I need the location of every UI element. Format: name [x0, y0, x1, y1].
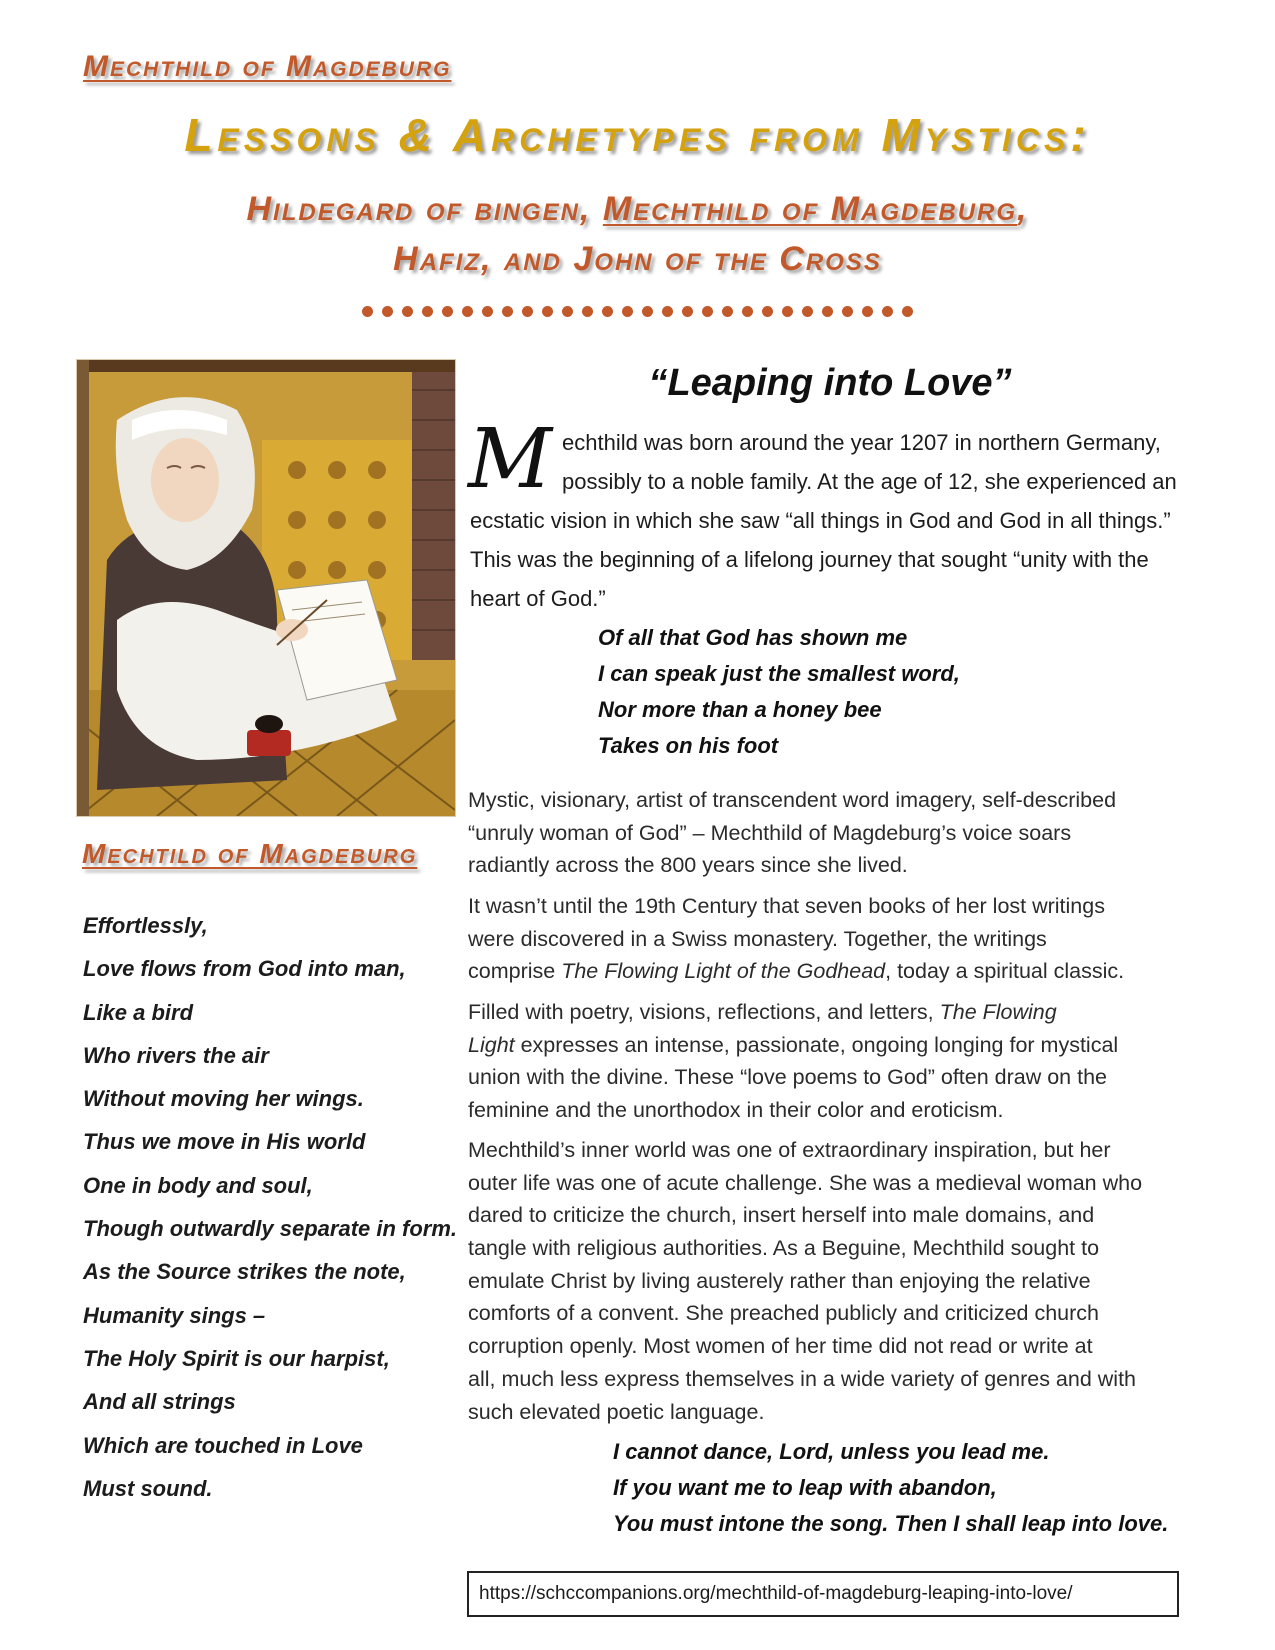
poem-line: And all strings — [83, 1389, 236, 1415]
paragraph-line: comforts of a convent. She preached publicly and criticized church — [468, 1301, 1099, 1326]
divider-dot — [422, 306, 433, 317]
divider-dot — [382, 306, 393, 317]
subtitle-pre: Hildegard of bingen, — [246, 190, 592, 228]
paragraph-2 — [468, 890, 1208, 988]
paragraph-line — [468, 955, 1208, 988]
text: Filled with poetry, visions, reflections, and letters, — [468, 1000, 940, 1024]
poem-line: Of all that God has shown me — [598, 625, 908, 650]
portrait-illustration — [76, 359, 456, 817]
quote-poem-2 — [613, 1434, 1168, 1542]
poem-line: Who rivers the air — [83, 1042, 269, 1068]
divider-dot — [702, 306, 713, 317]
divider-dot — [842, 306, 853, 317]
intro-line: This was the beginning of a lifelong journey that sought “unity with the — [470, 547, 1149, 572]
paragraph-line: emulate Christ by living austerely rather than enjoying the relative — [468, 1268, 1091, 1293]
divider-dot — [602, 306, 613, 317]
subtitle-line-2: Hafiz, and John of the Cross — [393, 240, 882, 278]
poem-line: Effortlessly, — [83, 913, 208, 938]
poem-line: Without moving her wings. — [83, 1086, 364, 1112]
paragraph-line: Mystic, visionary, artist of transcendent word imagery, self-described — [468, 788, 1117, 812]
divider-dot — [442, 306, 453, 317]
paragraph-line: feminine and the unorthodox in their color and eroticism. — [468, 1098, 1004, 1123]
divider-dot — [722, 306, 733, 317]
divider-dot — [782, 306, 793, 317]
divider-dot — [882, 306, 893, 317]
divider-dot — [622, 306, 633, 317]
paragraph-line: such elevated poetic language. — [468, 1399, 765, 1424]
subtitle-line-1 — [0, 190, 1275, 229]
paragraph-3 — [468, 996, 1208, 1127]
paragraph-line: radiantly across the 800 years since she lived. — [468, 853, 908, 878]
poem-line: Nor more than a honey bee — [598, 697, 882, 722]
intro-paragraph — [468, 412, 1210, 618]
divider-dot — [642, 306, 653, 317]
drop-cap: M — [468, 412, 552, 507]
poem-line: One in body and soul, — [83, 1172, 313, 1198]
text: expresses an intense, passionate, ongoing longing for mystical — [514, 1032, 1119, 1057]
paragraph-line: outer life was one of acute challenge. She was a medieval woman who — [468, 1170, 1143, 1195]
divider-dot — [662, 306, 673, 317]
poem-line: Like a bird — [83, 999, 194, 1025]
divider-dot — [462, 306, 473, 317]
paragraph-line: corruption openly. Most women of her time did not read or write at — [468, 1334, 1093, 1359]
quote-poem-1 — [598, 620, 960, 764]
text: , today a spiritual classic. — [885, 959, 1125, 984]
poem-line: You must intone the song. Then I shall leap into love. — [613, 1511, 1169, 1536]
intro-line: echthild was born around the year 1207 in northern Germany, — [562, 430, 1161, 455]
divider-dot — [742, 306, 753, 317]
poem-line: Love flows from God into man, — [83, 956, 406, 982]
poem-line: Takes on his foot — [598, 733, 779, 758]
poem-line: I cannot dance, Lord, unless you lead me. — [613, 1439, 1050, 1464]
poem-line: Humanity sings – — [83, 1302, 266, 1328]
book-title: The Flowing — [939, 1000, 1057, 1024]
paragraph-4 — [468, 1134, 1208, 1428]
poem-line: If you want me to leap with abandon, — [613, 1475, 997, 1500]
intro-line: ecstatic vision in which she saw “all things in God and God in all things.” — [470, 508, 1171, 533]
divider-dot — [562, 306, 573, 317]
paragraph-line: “unruly woman of God” – Mechthild of Magdeburg’s voice soars — [468, 820, 1072, 845]
image-caption: Mechtild of Magdeburg — [82, 838, 418, 869]
divider-dot — [762, 306, 773, 317]
paragraph-line: were discovered in a Swiss monastery. Together, the writings — [468, 926, 1047, 951]
kicker-heading: Mechthild of Magdeburg — [83, 50, 452, 83]
text: comprise — [468, 959, 562, 984]
paragraph-1 — [468, 784, 1208, 882]
paragraph-line: It wasn’t until the 19th Century that seven books of her lost writings — [468, 894, 1105, 918]
paragraph-line — [468, 1029, 1208, 1062]
paragraph-line: all, much less express themselves in a wide variety of genres and with — [468, 1366, 1137, 1391]
poem-line: Must sound. — [83, 1475, 213, 1501]
poem-line: As the Source strikes the note, — [83, 1259, 406, 1285]
divider-dot — [482, 306, 493, 317]
divider-dot — [582, 306, 593, 317]
intro-line: heart of God.” — [470, 586, 606, 611]
poem-line: I can speak just the smallest word, — [598, 661, 960, 686]
divider-dot — [362, 306, 373, 317]
intro-line: possibly to a noble family. At the age of 12, she experienced an — [562, 469, 1177, 494]
book-title: Light — [468, 1032, 515, 1057]
book-title: The Flowing Light of the Godhead — [561, 959, 886, 984]
poem-line: The Holy Spirit is our harpist, — [83, 1345, 390, 1371]
divider-dot — [502, 306, 513, 317]
divider-dot — [822, 306, 833, 317]
paragraph-line: union with the divine. These “love poems to God” often draw on the — [468, 1065, 1108, 1090]
subtitle-post: , — [1017, 190, 1029, 228]
paragraph-line — [468, 996, 1208, 1029]
divider-dot — [402, 306, 413, 317]
dot-divider — [0, 306, 1275, 317]
poem-line: Which are touched in Love — [83, 1432, 363, 1458]
paragraph-line: dared to criticize the church, insert herself into male domains, and — [468, 1203, 1095, 1228]
subtitle-link[interactable]: Mechthild of Magdeburg — [602, 190, 1018, 228]
divider-dot — [802, 306, 813, 317]
paragraph-line: Mechthild’s inner world was one of extraordinary inspiration, but her — [468, 1138, 1111, 1162]
divider-dot — [902, 306, 913, 317]
sidebar-poem — [83, 904, 457, 1510]
page-title: Lessons & Archetypes from Mystics: — [184, 109, 1091, 161]
paragraph-line: tangle with religious authorities. As a Beguine, Mechthild sought to — [468, 1236, 1100, 1261]
poem-line: Thus we move in His world — [83, 1129, 366, 1155]
divider-dot — [522, 306, 533, 317]
divider-dot — [542, 306, 553, 317]
poem-line: Though outwardly separate in form. — [83, 1216, 458, 1242]
divider-dot — [862, 306, 873, 317]
article-title: “Leaping into Love” — [648, 362, 1012, 404]
divider-dot — [682, 306, 693, 317]
source-url-link[interactable]: https://schccompanions.org/mechthild-of-magdeburg-leaping-into-love/ — [467, 1571, 1179, 1617]
